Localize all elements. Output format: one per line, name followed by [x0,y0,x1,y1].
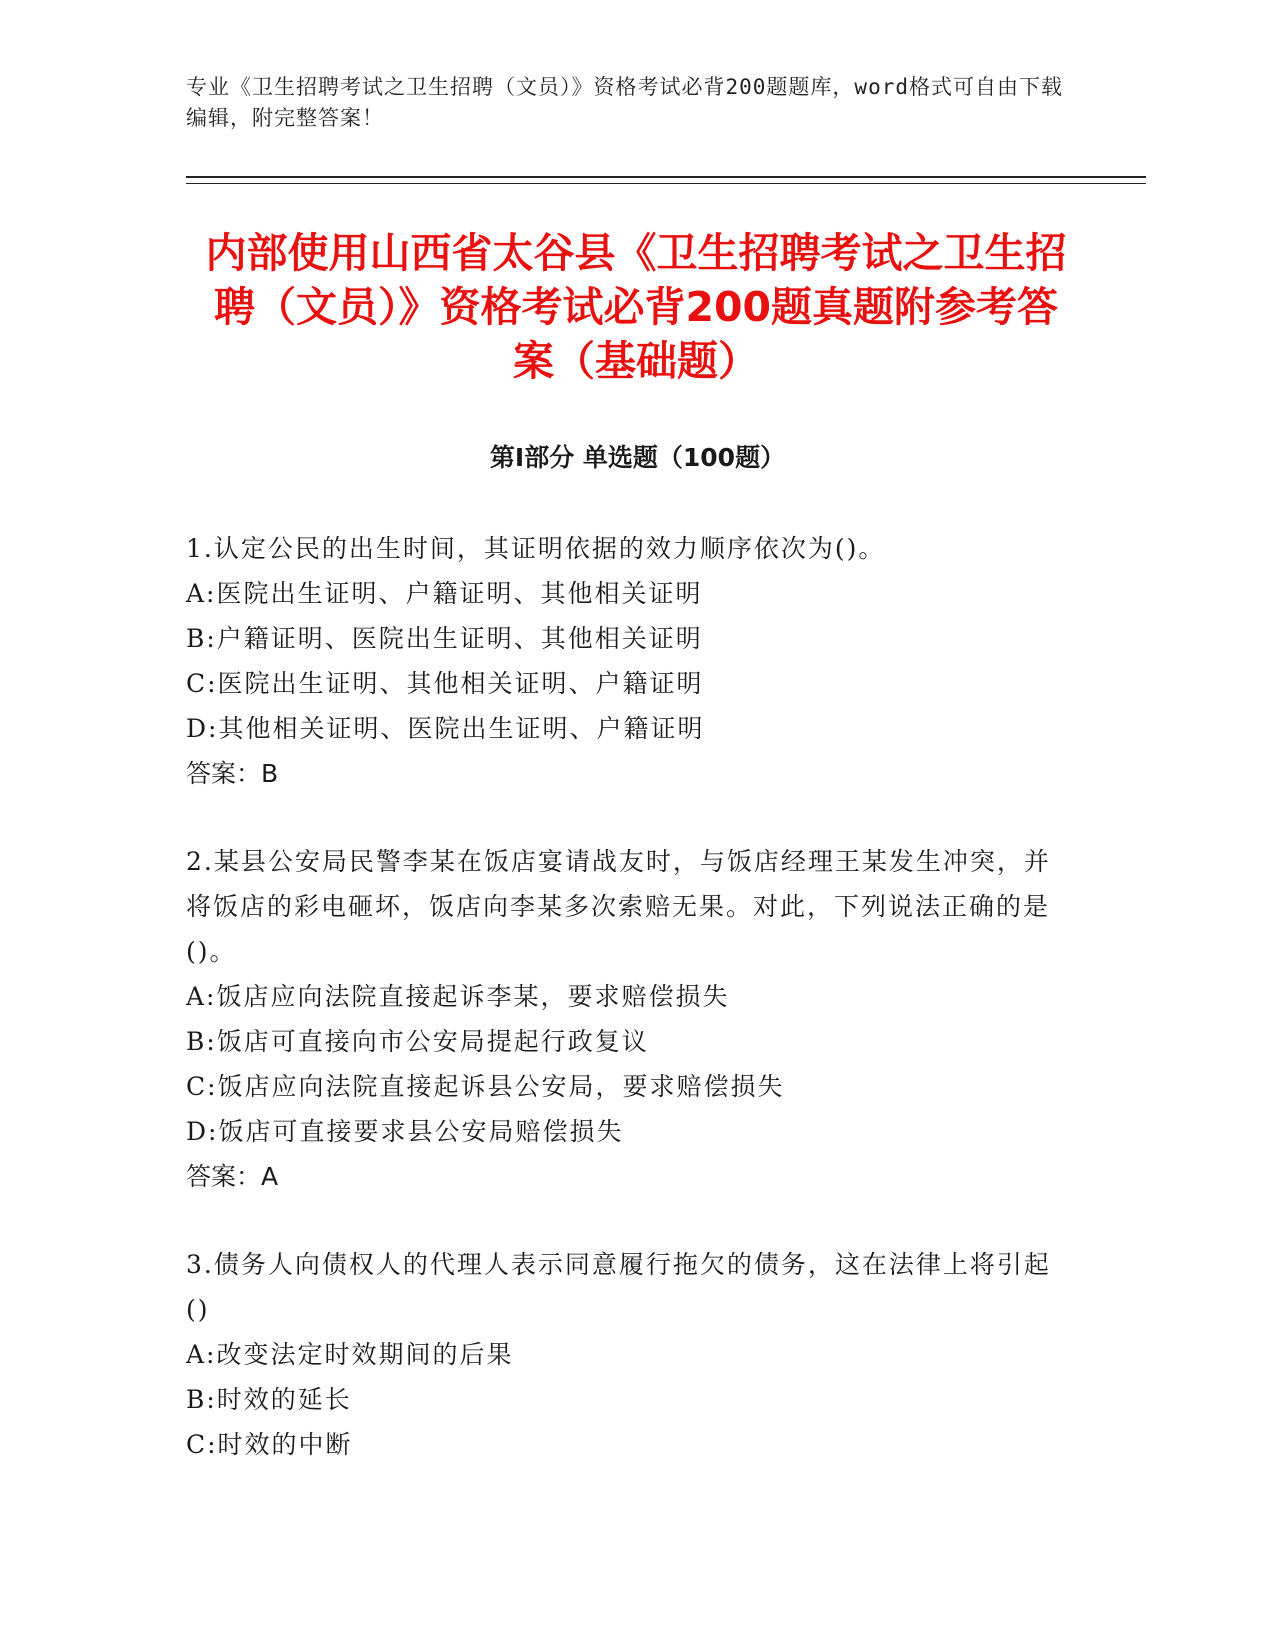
option-b: B:饭店可直接向市公安局提起行政复议 [186,1027,649,1056]
option-c: C:医院出生证明、其他相关证明、户籍证明 [186,669,704,698]
answer: 答案：A [186,1162,279,1191]
document-title: 内部使用山西省太谷县《卫生招聘考试之卫生招聘（文员）》资格考试必背200题真题附参考答案（基础题） [205,229,1067,385]
question-3 [186,1242,1066,1467]
option-d: D:其他相关证明、医院出生证明、户籍证明 [186,714,705,743]
option-a: A:饭店应向法院直接起诉李某，要求赔偿损失 [186,982,730,1011]
question-stem: 3.债务人向债权人的代理人表示同意履行拖欠的债务，这在法律上将引起() [186,1250,1051,1324]
option-c: C:时效的中断 [186,1430,353,1459]
question-stem: 1.认定公民的出生时间，其证明依据的效力顺序依次为()。 [186,534,886,563]
header-divider-thin [186,183,1146,184]
answer: 答案：B [186,759,279,788]
option-b: B:时效的延长 [186,1385,352,1414]
option-a: A:医院出生证明、户籍证明、其他相关证明 [186,579,703,608]
option-c: C:饭店应向法院直接起诉县公安局，要求赔偿损失 [186,1072,785,1101]
header-note: 专业《卫生招聘考试之卫生招聘（文员）》资格考试必背200题题库，word格式可自由下载编辑，附完整答案！ [186,75,1063,130]
option-a: A:改变法定时效期间的后果 [186,1340,514,1369]
question-2 [186,839,1066,1199]
option-d: D:饭店可直接要求县公安局赔偿损失 [186,1117,624,1146]
section-heading: 第I部分 单选题（100题） [489,443,786,472]
header-divider [186,176,1146,178]
question-stem: 2.某县公安局民警李某在饭店宴请战友时，与饭店经理王某发生冲突，并将饭店的彩电砸坏，饭店向李某多次索赔无果。对此，下列说法正确的是()。 [186,847,1051,966]
question-list [186,526,1066,1510]
option-b: B:户籍证明、医院出生证明、其他相关证明 [186,624,703,653]
question-1 [186,526,1066,796]
